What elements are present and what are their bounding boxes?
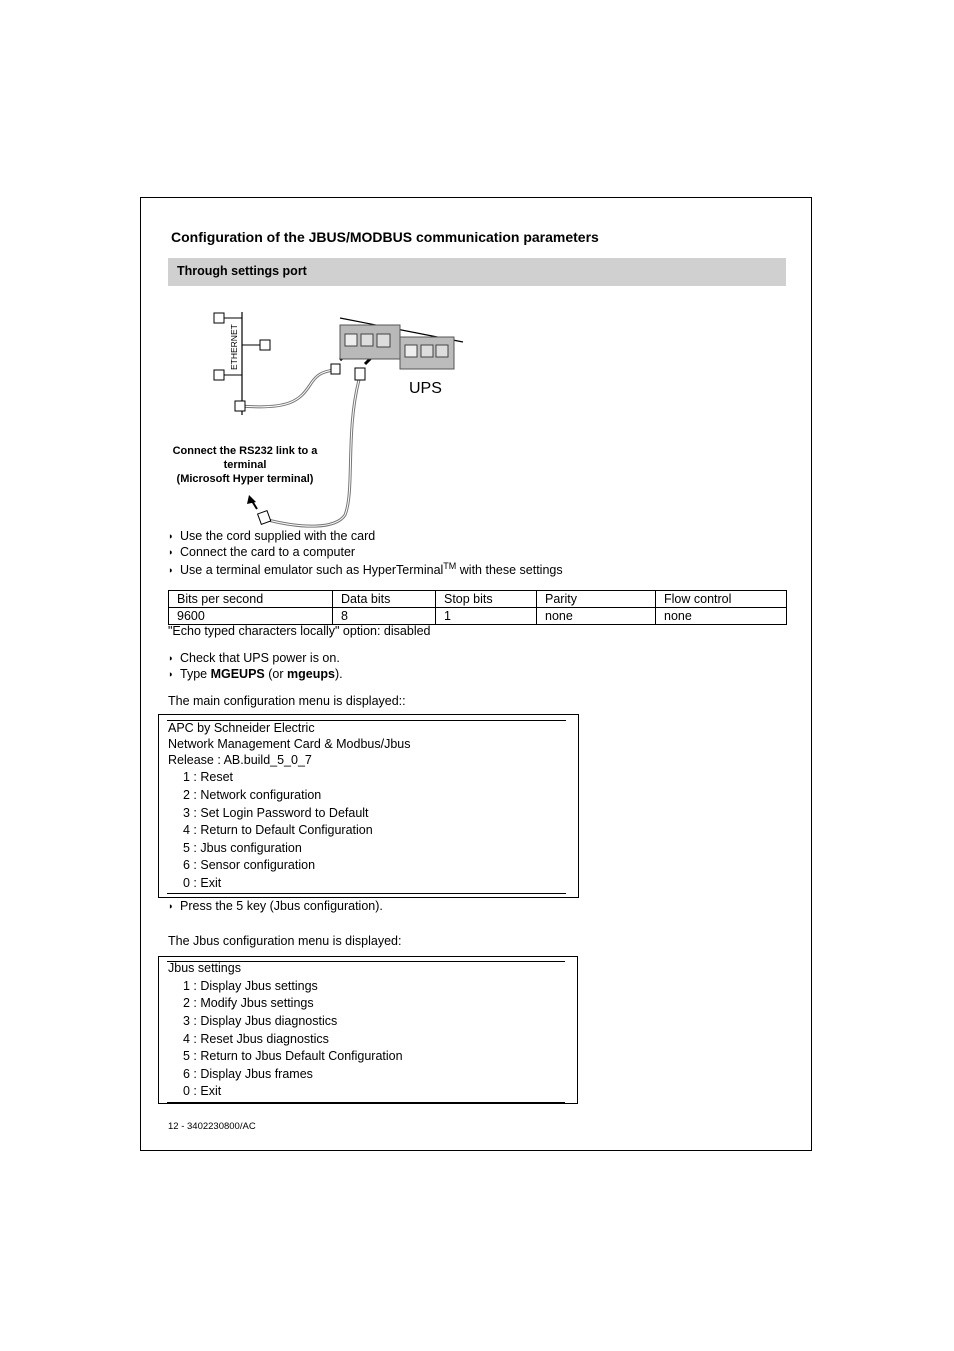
bullet-text: Use a terminal emulator such as HyperTerminal: [180, 563, 444, 578]
menu-item: 3 : Display Jbus diagnostics: [183, 1014, 338, 1028]
bullet-item: [168, 667, 343, 681]
bullet-marker: ◗: [168, 547, 174, 557]
bullet-text: with these settings: [456, 563, 563, 578]
table-cell: 1: [436, 608, 537, 625]
bullet-text: Check that UPS power is on.: [180, 651, 340, 665]
bullet-item: [168, 545, 355, 559]
bullet-text: Press the 5 key (Jbus configuration).: [180, 899, 383, 913]
diagram-caption: [165, 444, 325, 486]
menu-item: 1 : Reset: [183, 770, 234, 784]
menu-item: 0 : Exit: [183, 876, 222, 890]
bullet-text: Type: [180, 667, 211, 681]
menu-header-line: Release : AB.build_5_0_7: [168, 753, 312, 767]
caption-line: (Microsoft Hyper terminal): [176, 473, 314, 485]
echo-note: "Echo typed characters locally" option: disabled: [168, 624, 431, 638]
bullet-item: [168, 529, 375, 543]
jbus-menu-box: [158, 956, 578, 1104]
ethernet-label: ETHERNET: [229, 324, 239, 370]
trademark-sup: TM: [443, 561, 457, 571]
menu-item: 3 : Set Login Password to Default: [183, 806, 369, 820]
menu-item: 2 : Network configuration: [183, 788, 322, 802]
table-header-cell: Parity: [537, 591, 656, 608]
bullet-marker: ◗: [168, 653, 174, 663]
menu-item: 0 : Exit: [183, 1084, 222, 1098]
section-subtitle: Through settings port: [177, 264, 307, 278]
menu-header-line: Network Management Card & Modbus/Jbus: [168, 737, 411, 751]
table-cell: none: [656, 608, 787, 625]
menu-item: 1 : Display Jbus settings: [183, 979, 318, 993]
table-cell: 8: [333, 608, 436, 625]
table-row: [169, 608, 787, 625]
bullet-text: Use the cord supplied with the card: [180, 529, 376, 543]
menu-item: 6 : Sensor configuration: [183, 858, 316, 872]
menu-item: 5 : Return to Jbus Default Configuration: [183, 1049, 403, 1063]
rj45-plug-ethernet: [235, 401, 245, 411]
menu-item: 2 : Modify Jbus settings: [183, 996, 314, 1010]
jbus-menu-intro: The Jbus configuration menu is displayed:: [168, 934, 402, 948]
section-header-bar: [168, 258, 786, 286]
command-text: mgeups: [287, 667, 335, 681]
network-node-2: [260, 340, 270, 350]
rj45-plug-card: [331, 364, 340, 374]
network-card-1: [340, 325, 400, 359]
bullet-item: [168, 561, 563, 577]
menu-item: 4 : Return to Default Configuration: [183, 823, 373, 837]
divider: [167, 893, 566, 894]
menu-item: 5 : Jbus configuration: [183, 841, 302, 855]
main-menu-box: [158, 714, 579, 898]
table-header-cell: Stop bits: [436, 591, 537, 608]
table-header-cell: Flow control: [656, 591, 787, 608]
page-footer: 12 - 3402230800/AC: [168, 1121, 256, 1132]
table-cell: 9600: [169, 608, 333, 625]
bullet-text: (or: [264, 667, 287, 681]
bullet-marker: ◗: [168, 531, 174, 541]
network-card-2: [400, 337, 454, 369]
bullet-text: ).: [334, 667, 343, 681]
bullet-text: Connect the card to a computer: [180, 545, 356, 559]
network-node-3: [214, 370, 224, 380]
menu-item: 4 : Reset Jbus diagnostics: [183, 1032, 329, 1046]
network-node-1: [214, 313, 224, 323]
menu-item: 6 : Display Jbus frames: [183, 1067, 313, 1081]
bullet-marker: ◗: [168, 901, 174, 911]
table-cell: none: [537, 608, 656, 625]
serial-plug-terminal: [258, 511, 271, 525]
bullet-item: [168, 899, 383, 913]
ups-label: UPS: [409, 380, 442, 397]
page-title: Configuration of the JBUS/MODBUS communication parameters: [171, 229, 599, 245]
menu-header-line: APC by Schneider Electric: [168, 721, 315, 735]
table-header-row: [169, 591, 787, 608]
serial-plug-card: [355, 368, 365, 380]
command-text: MGEUPS: [210, 667, 265, 681]
main-menu-intro: The main configuration menu is displayed::: [168, 694, 406, 708]
bullet-marker: ◗: [168, 565, 174, 576]
connection-diagram: [160, 300, 490, 535]
menu-header-line: Jbus settings: [168, 961, 241, 975]
bullet-item: [168, 651, 340, 665]
divider: [167, 1102, 565, 1104]
bullet-marker: ◗: [168, 669, 174, 679]
caption-line: Connect the RS232 link to a: [172, 445, 318, 457]
caption-line: terminal: [223, 459, 267, 471]
settings-table: [168, 590, 787, 625]
table-header-cell: Data bits: [333, 591, 436, 608]
table-header-cell: Bits per second: [169, 591, 333, 608]
